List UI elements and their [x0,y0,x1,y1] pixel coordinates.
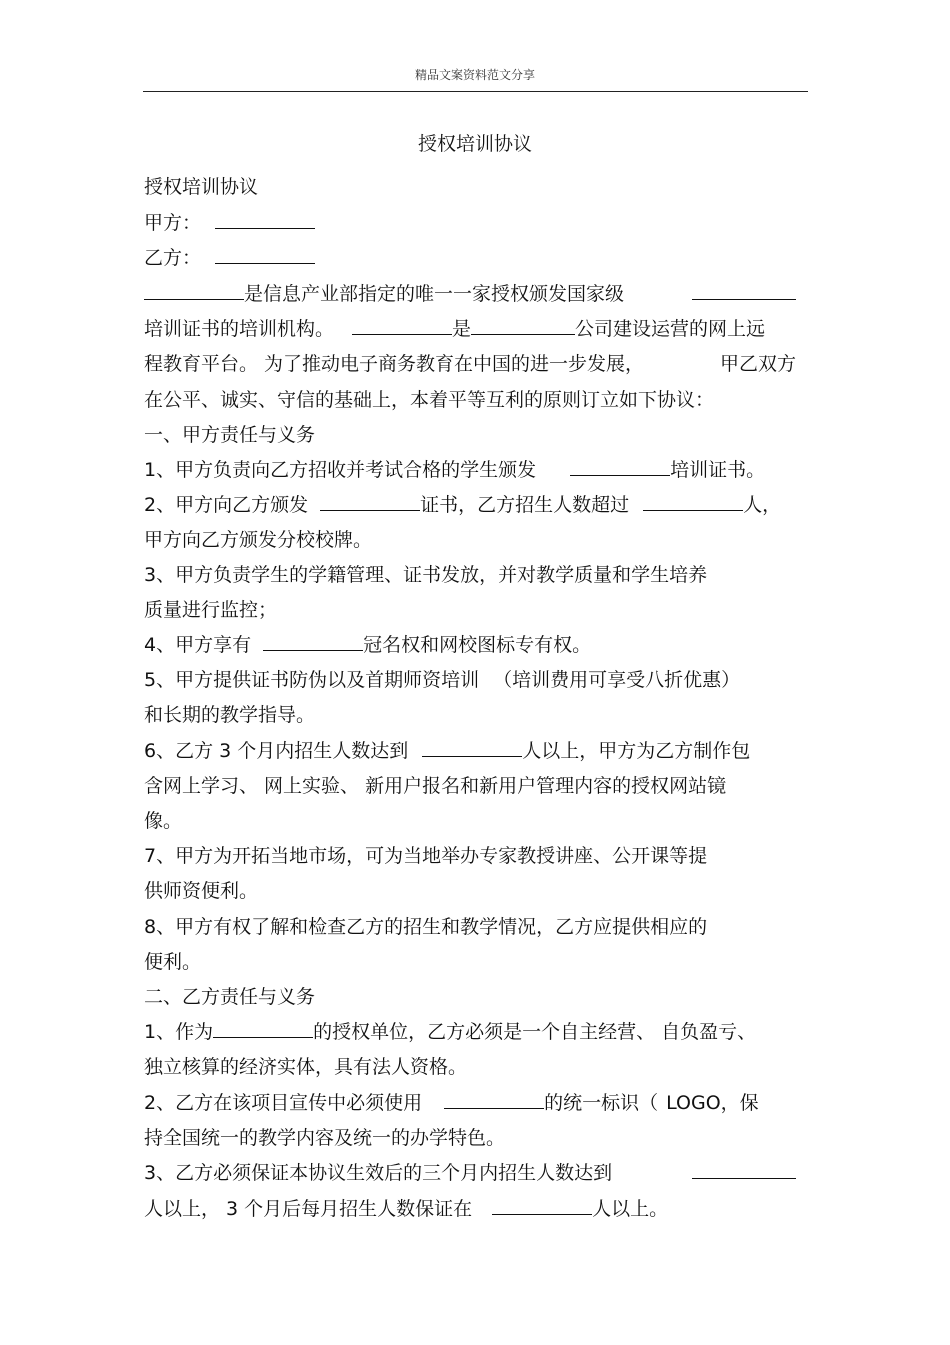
s1-clause-6-end: 像。 [144,810,183,832]
s2-clause-2 [144,1090,759,1116]
fill-blank [692,1160,796,1179]
clause-text: 培训证书。 [670,459,766,481]
intro-line-2 [144,316,765,342]
intro-text: 是 [452,318,472,340]
s1-clause-8: 8、甲方有权了解和检查乙方的招生和教学情况，乙方应提供相应的 [144,916,708,938]
section-1-heading: 一、甲方责任与义务 [144,424,316,446]
s2-clause-1 [144,1019,756,1045]
party-a-label: 甲方： [144,212,202,234]
fill-blank [422,738,522,757]
s1-clause-7: 7、甲方为开拓当地市场，可为当地举办专家教授讲座、公开课等提 [144,845,708,867]
s2-clause-3 [144,1160,612,1186]
intro-text: 甲乙双方 [720,353,797,375]
intro-text: 是信息产业部指定的唯一一家授权颁发国家级 [244,283,625,305]
fill-blank [444,1090,544,1109]
fill-blank [352,316,452,335]
clause-text: 冠名权和网校图标专有权。 [363,634,592,656]
header-divider [143,91,808,92]
s1-clause-1 [144,457,765,483]
fill-blank [492,1196,592,1215]
s1-clause-2-cont: 甲方向乙方颁发分校校牌。 [144,529,373,551]
intro-line-1 [144,281,624,307]
section-2-heading: 二、乙方责任与义务 [144,986,316,1008]
s2-clause-1-cont: 独立核算的经济实体，具有法人资格。 [144,1056,468,1078]
clause-text: 人以上。 [592,1198,669,1220]
intro-text: 程教育平台。 为了推动电子商务教育在中国的进一步发展， [144,353,645,375]
clause-text: 人以上， 3 个月后每月招生人数保证在 [144,1198,473,1220]
document-title: 授权培训协议 [417,133,532,155]
clause-text: 证书，乙方招生人数超过 [420,494,630,516]
fill-blank [144,281,244,300]
clause-text: 6、乙方 3 个月内招生人数达到 [144,740,409,762]
intro-line-3-right [720,351,796,377]
party-b-blank [215,245,315,264]
s1-clause-6-cont: 含网上学习、 网上实验、 新用户报名和新用户管理内容的授权网站镜 [144,775,727,797]
clause-text: 人以上，甲方为乙方制作包 [522,740,751,762]
s2-clause-3-right [692,1160,796,1186]
intro-line-4: 在公平、诚实、守信的基础上，本着平等互利的原则订立如下协议： [144,389,715,411]
fill-blank [692,281,796,300]
fill-blank [471,316,575,335]
party-b-line [144,245,315,271]
s2-clause-3-cont [144,1196,668,1222]
intro-text: 培训证书的培训机构。 [144,318,335,340]
clause-text: （培训费用可享受八折优惠） [493,669,741,691]
clause-text: ，保 [720,1092,759,1114]
party-b-label: 乙方： [144,247,202,269]
intro-line-3 [144,351,644,377]
logo-text: LOGO [666,1092,721,1114]
clause-text: 1、甲方负责向乙方招收并考试合格的学生颁发 [144,459,537,481]
clause-text: 的授权单位，乙方必须是一个自主经营、 自负盈亏、 [313,1021,757,1043]
s1-clause-3: 3、甲方负责学生的学籍管理、证书发放，并对教学质量和学生培养 [144,564,708,586]
party-a-blank [215,210,315,229]
clause-text: 5、甲方提供证书防伪以及首期师资培训 [144,669,480,691]
clause-text: 1、作为 [144,1021,214,1043]
clause-text: 3、乙方必须保证本协议生效后的三个月内招生人数达到 [144,1162,613,1184]
s1-clause-2 [144,492,781,518]
s1-clause-5 [144,667,740,693]
s1-clause-7-cont: 供师资便利。 [144,880,259,902]
clause-text: 2、甲方向乙方颁发 [144,494,309,516]
s1-clause-6 [144,738,750,764]
fill-blank [570,457,670,476]
s1-clause-8-cont: 便利。 [144,951,202,973]
fill-blank [643,492,743,511]
fill-blank [320,492,420,511]
clause-text: 人， [743,494,782,516]
s1-clause-5-cont: 和长期的教学指导。 [144,704,316,726]
party-a-line [144,210,315,236]
clause-text: 4、甲方享有 [144,634,252,656]
intro-line-1-right [692,281,796,307]
clause-text: 的统一标识（ [544,1092,659,1114]
s1-clause-3-cont: 质量进行监控； [144,599,278,621]
fill-blank [263,632,363,651]
intro-text: 公司建设运营的网上远 [575,318,766,340]
s1-clause-4 [144,632,591,658]
page-header-text: 精品文案资料范文分享 [414,68,535,82]
s2-clause-2-cont: 持全国统一的教学内容及统一的办学特色。 [144,1127,506,1149]
clause-text: 2、乙方在该项目宣传中必须使用 [144,1092,423,1114]
fill-blank [213,1019,313,1038]
document-subtitle: 授权培训协议 [144,176,259,198]
